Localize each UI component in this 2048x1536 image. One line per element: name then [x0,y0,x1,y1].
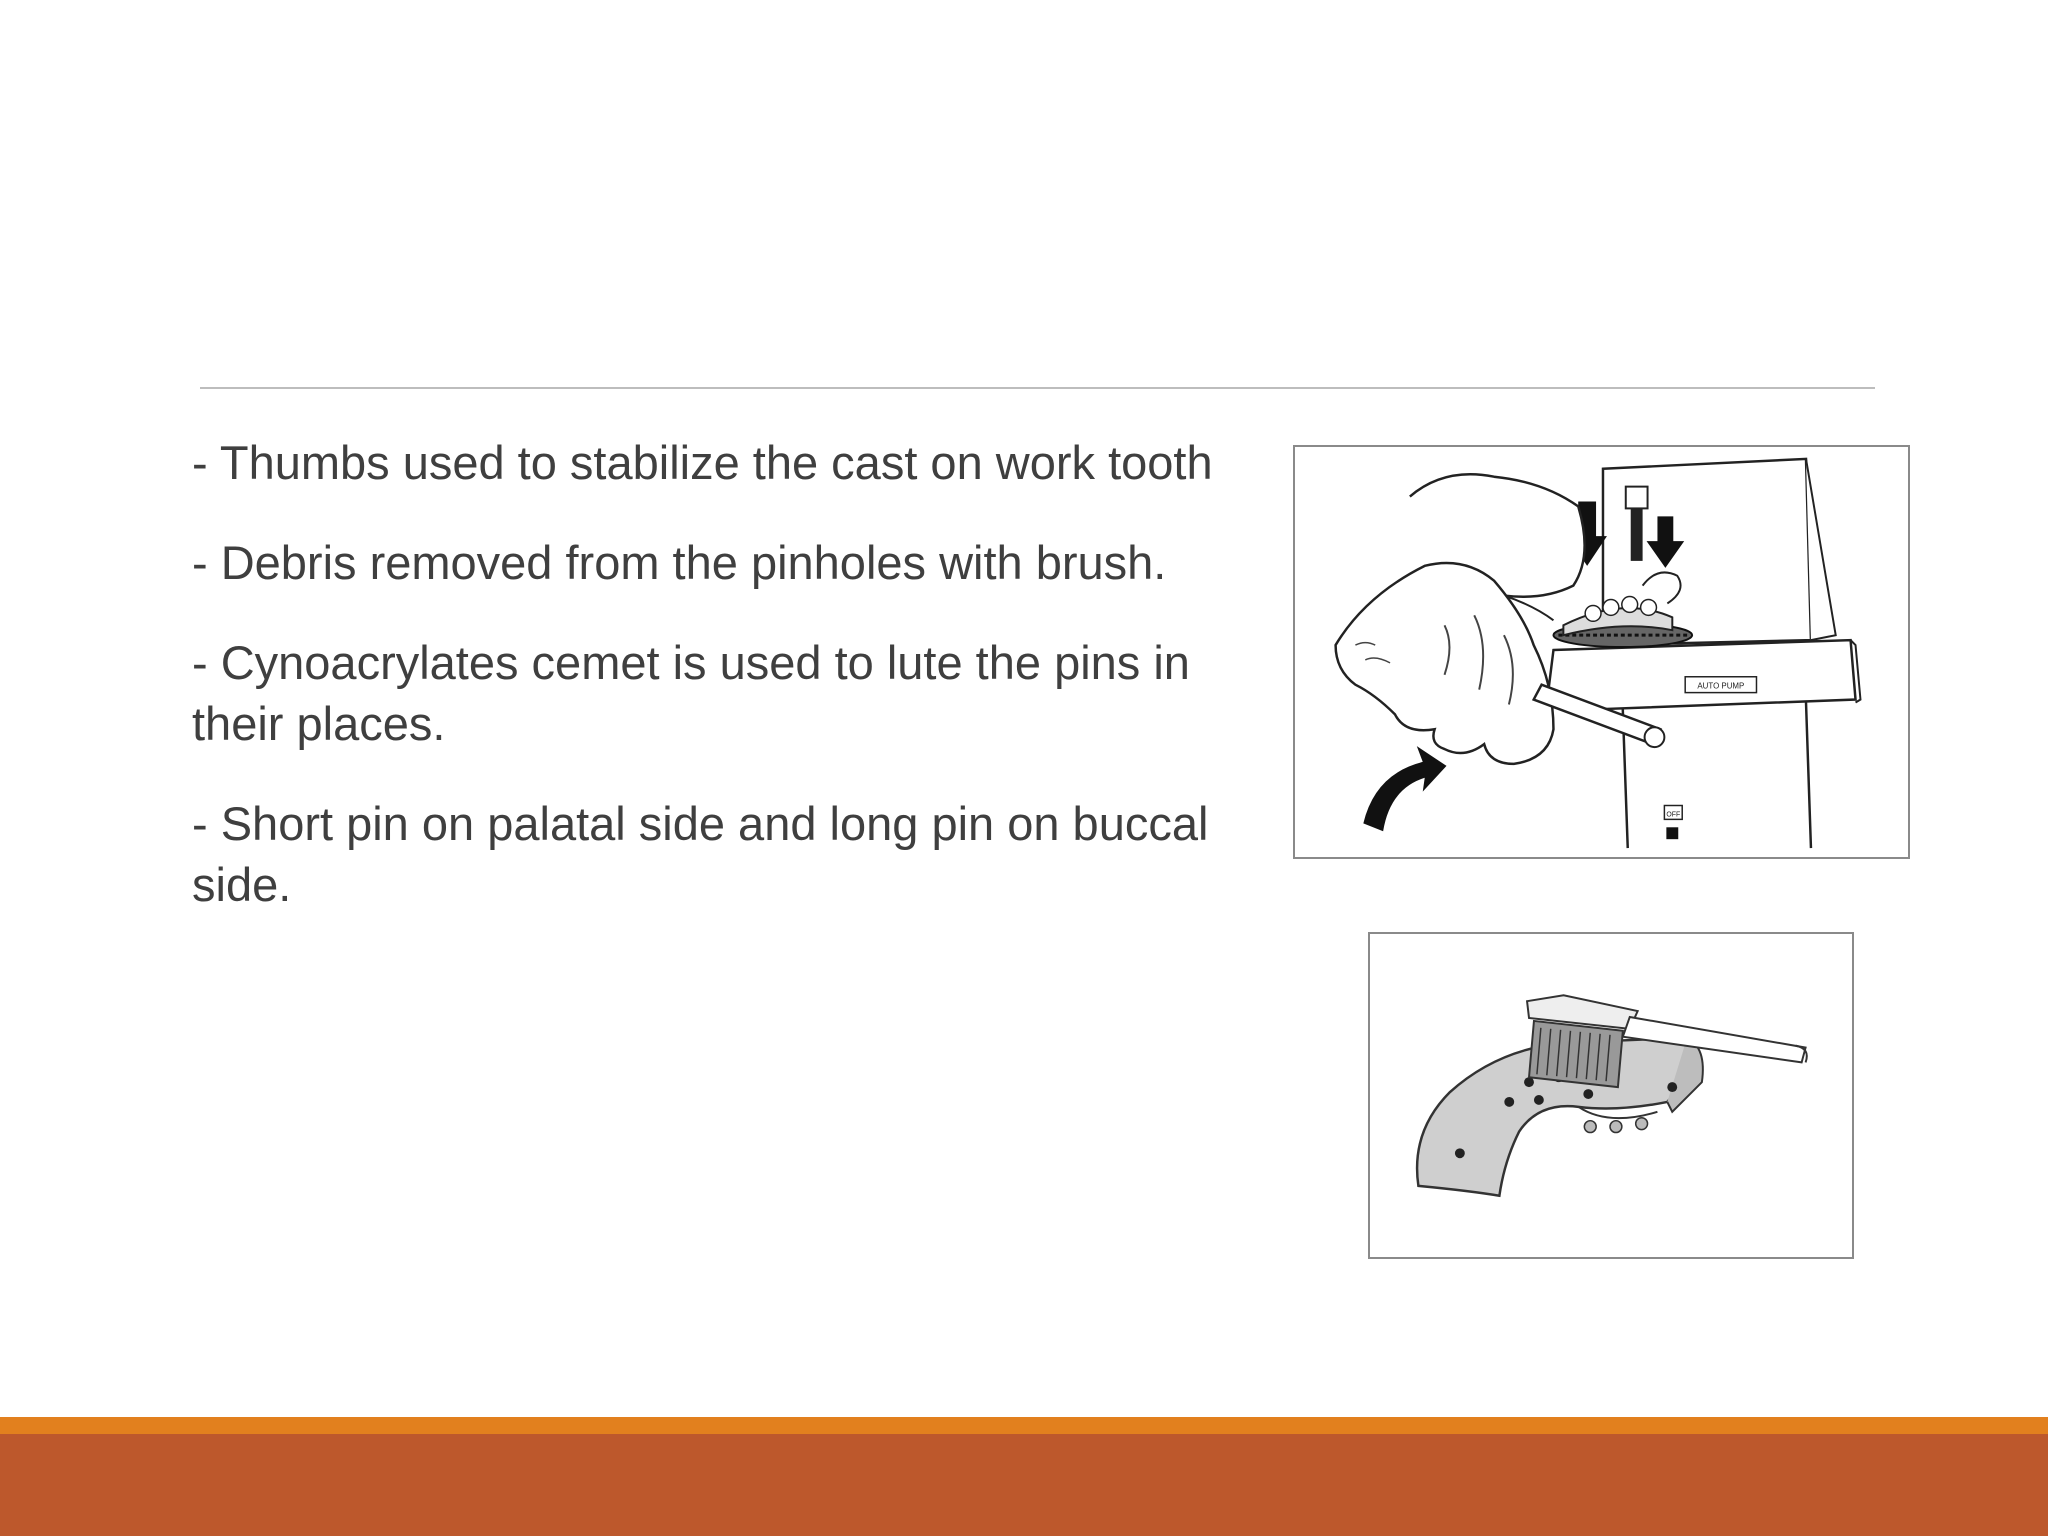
footer-band [0,1434,2048,1536]
bullet-item: - Cynoacrylates cemet is used to lute the pins in their places. [192,636,1190,750]
brush-cast-drawing [1370,934,1852,1257]
pindex-machine-illustration [1293,445,1910,859]
bullet-list [192,432,1252,954]
bullet-item: - Debris removed from the pinholes with brush. [192,536,1167,589]
brush-pinholes-illustration [1368,932,1854,1259]
footer-accent-stripe [0,1417,2048,1434]
off-switch-label: OFF [1666,811,1681,819]
auto-pump-label: AUTO PUMP [1697,681,1745,691]
title-divider [200,387,1875,389]
bullet-item: - Thumbs used to stabilize the cast on work tooth [192,436,1213,489]
bullet-item: - Short pin on palatal side and long pin on buccal side. [192,797,1209,911]
pindex-machine-drawing [1295,447,1908,857]
